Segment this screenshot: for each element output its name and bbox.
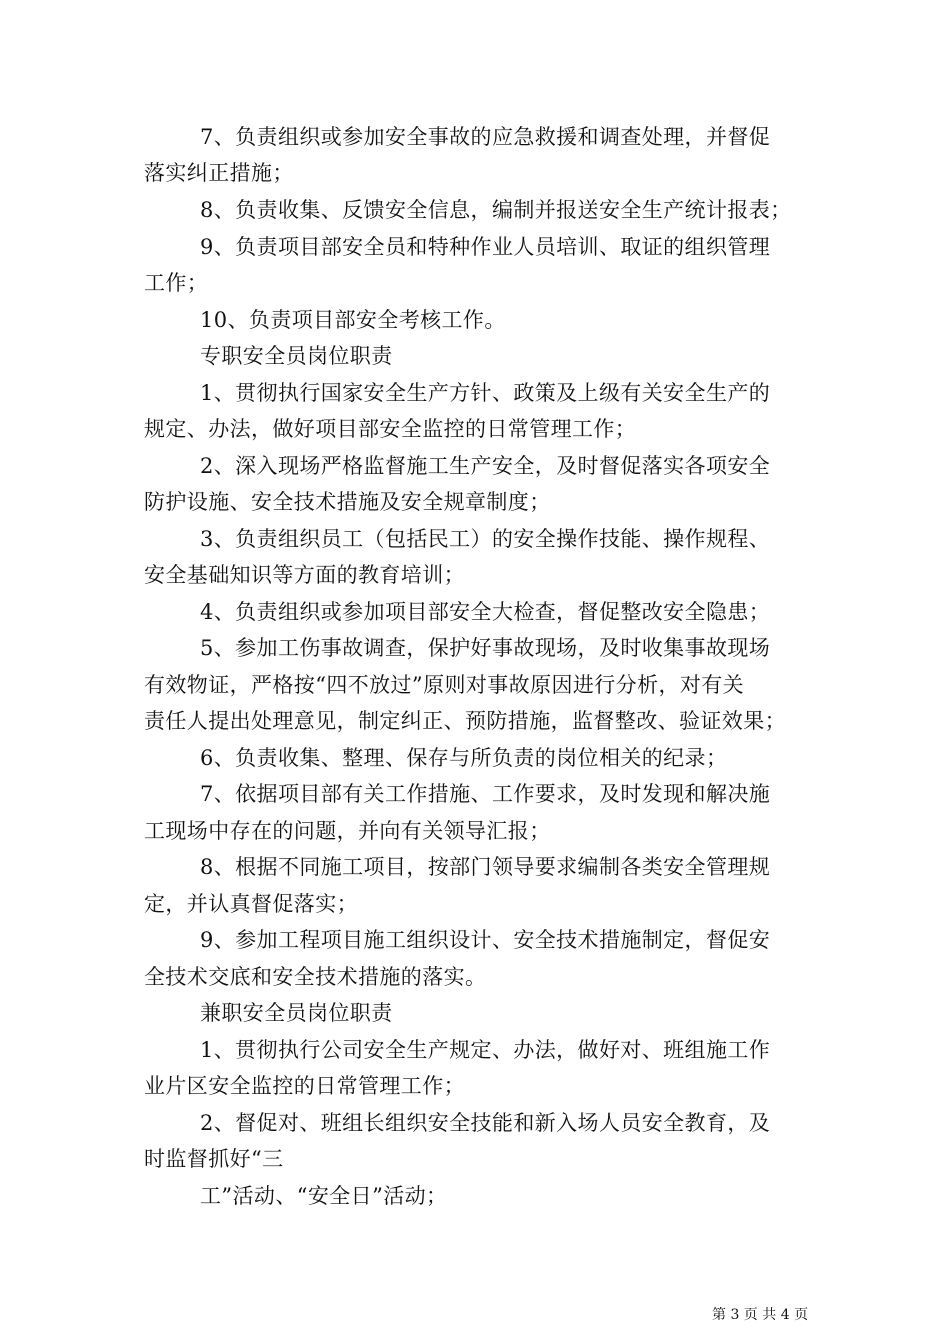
paragraph-line: 6、负责收集、整理、保存与所负责的岗位相关的纪录； <box>200 746 728 770</box>
paragraph-line: 7、依据项目部有关工作措施、工作要求，及时发现和解决施 <box>200 782 771 806</box>
paragraph-line: 9、负责项目部安全员和特种作业人员培训、取证的组织管理 <box>200 235 771 259</box>
paragraph-line: 落实纠正措施； <box>144 161 294 185</box>
paragraph-line: 业片区安全监控的日常管理工作； <box>144 1074 465 1098</box>
paragraph-line: 防护设施、安全技术措施及安全规章制度； <box>144 490 551 514</box>
paragraph-line: 时监督抓好“三 <box>144 1147 284 1171</box>
paragraph-line: 安全基础知识等方面的教育培训； <box>144 563 465 587</box>
paragraph-line: 2、深入现场严格监督施工生产安全，及时督促落实各项安全 <box>200 454 771 478</box>
paragraph-line: 2、督促对、班组长组织安全技能和新入场人员安全教育，及 <box>200 1111 771 1135</box>
paragraph-line: 7、负责组织或参加安全事故的应急救援和调查处理，并督促 <box>200 125 771 149</box>
paragraph-line: 1、贯彻执行国家安全生产方针、政策及上级有关安全生产的 <box>200 381 771 405</box>
paragraph-line: 1、贯彻执行公司安全生产规定、办法，做好对、班组施工作 <box>200 1038 771 1062</box>
paragraph-line: 9、参加工程项目施工组织设计、安全技术措施制定，督促安 <box>200 928 771 952</box>
paragraph-line: 全技术交底和安全技术措施的落实。 <box>144 965 487 989</box>
paragraph-line: 规定、办法，做好项目部安全监控的日常管理工作； <box>144 417 637 441</box>
paragraph-line: 工”活动、“安全日”活动； <box>200 1184 448 1208</box>
paragraph-line: 8、负责收集、反馈安全信息，编制并报送安全生产统计报表； <box>200 198 792 222</box>
paragraph-line: 4、负责组织或参加项目部安全大检查，督促整改安全隐患； <box>200 600 771 624</box>
section-heading: 兼职安全员岗位职责 <box>200 1001 393 1025</box>
paragraph-line: 10、负责项目部安全考核工作。 <box>200 308 506 332</box>
paragraph-line: 责任人提出处理意见，制定纠正、预防措施，监督整改、验证效果； <box>144 709 786 733</box>
paragraph-line: 5、参加工伤事故调查，保护好事故现场，及时收集事故现场 <box>200 636 771 660</box>
paragraph-line: 3、负责组织员工（包括民工）的安全操作技能、操作规程、 <box>200 527 771 551</box>
paragraph-line: 有效物证，严格按“四不放过”原则对事故原因进行分析，对有关 <box>144 673 745 697</box>
page-number: 第 3 页 共 4 页 <box>712 1307 809 1323</box>
paragraph-line: 工作； <box>144 271 209 295</box>
section-heading: 专职安全员岗位职责 <box>200 344 393 368</box>
paragraph-line: 工现场中存在的问题，并向有关领导汇报； <box>144 819 551 843</box>
paragraph-line: 定，并认真督促落实； <box>144 892 358 916</box>
paragraph-line: 8、根据不同施工项目，按部门领导要求编制各类安全管理规 <box>200 855 771 879</box>
